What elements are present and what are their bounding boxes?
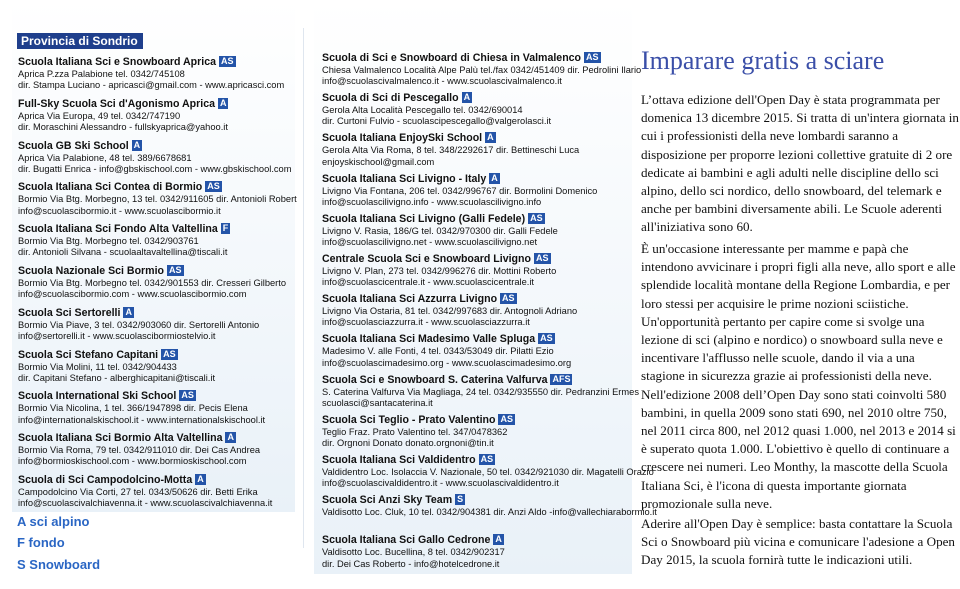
school-detail-line: info@scuolascicentrale.it - www.scuolascicentrale.it: [322, 277, 534, 288]
school-detail-line: info@scuolascilivigno.net - www.scuolascilivigno.net: [322, 237, 538, 247]
article-paragraph-1: L’ottava edizione dell'Open Day è stata programmata per domenica 13 dicembre 2015. Si tratta di un'intera giornata in cui i professionisti della neve lombardi saranno a disposizione per proporre lezioni collettive gratuite di 2 ore dedicate ai bambini e agli adulti nelle discipline dello sci alpino, dello sci nordico, dello snowboard, del telemark e anche per bambini diversamente abili. Le Scuole aderenti all'iniziativa sono 60.: [641, 92, 959, 235]
school-detail-line: Gerola Alta Via Roma, 8 tel. 348/2292617 dir. Bettineschi Luca: [322, 145, 580, 156]
school-entry: [322, 132, 579, 167]
school-name-text: Scuola International Ski School: [18, 390, 177, 403]
discipline-badge: AS: [221, 56, 234, 66]
school-name-text: Scuola Italiana Sci Valdidentro: [322, 454, 476, 466]
school-name-text: Scuola Italiana Sci Livigno (Galli Fedele): [322, 212, 526, 225]
school-detail-line: Campodolcino Via Corti, 27 tel. 0343/50626 dir. Betti Erika: [18, 487, 258, 497]
discipline-badge: AS: [207, 181, 220, 192]
school-name-text: Scuola Sci Anzi Sky Team: [322, 494, 453, 507]
school-detail-line: Bormio Via Piave, 3 tel. 0342/903060 dir. Sertorelli Antonio: [18, 319, 260, 330]
school-name: [18, 432, 260, 445]
discipline-badge: AS: [530, 212, 543, 223]
discipline-badge: AS: [502, 293, 515, 304]
school-detail-line: Livigno V. Plan, 273 tel. 0342/996276 dir. Mottini Roberto: [322, 266, 557, 276]
school-detail-line: Bormio Via Btg. Morbegno tel. 0342/903761: [18, 236, 199, 247]
school-detail-line: dir. Capitani Stefano - alberghicapitani@tiscali.it: [18, 372, 216, 383]
school-name-text: Scuola Italiana Sci e Snowboard Aprica: [18, 56, 217, 68]
school-entry: [322, 293, 577, 328]
school-name-text: Full-Sky Scuola Sci d'Agonismo Aprica: [18, 97, 215, 110]
school-name: [322, 213, 558, 226]
legend-fondo: F fondo: [17, 535, 65, 550]
school-name: [18, 56, 284, 69]
school-detail-line: Valdisotto Loc. Cluk, 10 tel. 0342/904381 dir. Anzi Aldo -info@vallechiarabormio.it: [322, 507, 657, 518]
province-header: Provincia di Sondrio: [17, 33, 143, 49]
school-name-text: Scuola Italiana Sci Livigno - Italy: [322, 172, 487, 185]
school-name: [322, 374, 639, 387]
discipline-badge: F: [222, 223, 229, 234]
school-detail-line: info@scuolascibormio.it - www.scuolascibormio.it: [18, 205, 221, 216]
school-name: [322, 52, 641, 65]
school-name: [18, 98, 228, 111]
school-detail-line: Aprica Via Palabione, 48 tel. 389/6678681: [18, 152, 192, 163]
school-detail-line: Livigno V. Rasia, 186/G tel. 0342/970300 dir. Galli Fedele: [322, 225, 558, 236]
school-detail-line: Aprica P.zza Palabione tel. 0342/745108: [18, 69, 185, 79]
school-name-text: Scuola Italiana Sci Bormio Alta Valtellina: [18, 432, 223, 445]
discipline-badge: S: [457, 494, 464, 505]
school-detail-line: Bormio Via Roma, 79 tel. 0342/911010 dir. Dei Cas Andrea: [18, 445, 261, 456]
school-entry: [18, 56, 284, 91]
school-name: [322, 534, 505, 547]
discipline-badge: A: [463, 92, 471, 103]
discipline-badge: A: [227, 432, 234, 443]
school-name-text: Scuola Sci Stefano Capitani: [18, 348, 159, 361]
discipline-badge: AS: [163, 348, 176, 359]
school-entry: [18, 432, 260, 467]
discipline-badge: AS: [535, 253, 549, 263]
school-name-text: Scuola di Sci Campodolcino-Motta: [18, 474, 193, 486]
discipline-badge: AS: [181, 390, 194, 401]
school-name: [18, 223, 230, 236]
school-detail-line: info@scuolascivalmalenco.it - www.scuolascivalmalenco.it: [322, 76, 562, 87]
school-detail-line: Aprica Via Europa, 49 tel. 0342/747190: [18, 110, 181, 121]
school-detail-line: Bormio Via Nicolina, 1 tel. 366/1947898 dir. Pecis Elena: [18, 403, 248, 414]
school-entry: [322, 454, 654, 489]
school-detail-line: S. Caterina Valfurva Via Magliaga, 24 tel. 0342/935550 dir. Pedranzini Ermes: [322, 386, 639, 397]
school-entry: [322, 92, 551, 127]
discipline-badge: AS: [540, 333, 553, 344]
school-detail-line: dir. Bugatti Enrica - info@gbskischool.com - www.gbskischool.com: [18, 163, 292, 174]
discipline-badge: AFS: [552, 373, 571, 384]
discipline-badge: A: [125, 306, 132, 317]
school-entry: [322, 173, 597, 208]
discipline-badge: AS: [480, 454, 494, 464]
school-name-text: Scuola Italiana Sci Madesimo Valle Spluga: [322, 333, 536, 346]
school-name: [322, 253, 556, 266]
school-name: [322, 132, 579, 145]
school-detail-line: info@scuolasciazzurra.it - www.scuolasciazzurra.it: [322, 317, 530, 328]
school-name-text: Scuola Nazionale Sci Bormio: [18, 265, 164, 277]
school-detail-line: Bormio Via Molini, 11 tel. 0342/904433: [18, 361, 177, 372]
school-name: [18, 349, 215, 362]
school-entry: [18, 181, 297, 216]
school-entry: [18, 307, 259, 342]
school-entry: [18, 140, 291, 175]
school-detail-line: Bormio Via Btg. Morbegno tel. 0342/901553 dir. Cresseri Gilberto: [18, 278, 287, 288]
school-name-text: Scuola GB Ski School: [18, 139, 129, 152]
school-detail-line: info@internationalskischool.it - www.internationalskischool.it: [18, 414, 266, 425]
column-divider: [303, 28, 304, 548]
school-name: [18, 181, 297, 194]
school-name-text: Scuola Italiana Sci Fondo Alta Valtellina: [18, 223, 218, 236]
school-detail-line: Valdisotto Loc. Bucellina, 8 tel. 0342/902317: [322, 547, 505, 558]
article-title: Imparare gratis a sciare: [641, 46, 885, 75]
school-name-text: Centrale Scuola Sci e Snowboard Livigno: [322, 253, 531, 265]
school-entry: [18, 390, 265, 425]
school-detail-line: Teglio Fraz. Prato Valentino tel. 347/0478362: [322, 426, 508, 437]
school-entry: [18, 265, 286, 300]
discipline-badge: A: [133, 139, 141, 150]
discipline-badge: A: [219, 97, 227, 108]
school-name: [322, 333, 571, 346]
school-entry: [18, 98, 228, 133]
school-name-text: Scuola Sci e Snowboard S. Caterina Valfurva: [322, 373, 548, 386]
school-name: [18, 140, 291, 153]
school-detail-line: info@scuolascibormio.com - www.scuolascibormio.com: [18, 289, 247, 300]
legend-alpine: A sci alpino: [17, 514, 90, 529]
school-entry: [322, 333, 571, 368]
school-detail-line: Bormio Via Btg. Morbegno, 13 tel. 0342/911605 dir. Antonioli Robert: [18, 194, 297, 205]
school-entry: [18, 223, 230, 258]
discipline-badge: AS: [586, 52, 599, 62]
school-entry: [322, 253, 556, 288]
school-name-text: Scuola Italiana Sci Gallo Cedrone: [322, 534, 491, 547]
school-name: [322, 293, 577, 306]
school-name-text: Scuola Italiana Sci Azzurra Livigno: [322, 293, 498, 306]
school-entry: [18, 474, 272, 509]
school-name: [322, 92, 551, 105]
school-name: [322, 414, 515, 427]
discipline-badge: AS: [169, 265, 182, 275]
school-detail-line: info@scuolascivaldidentro.it - www.scuolascivaldidentro.it: [322, 478, 559, 489]
school-detail-line: Valdidentro Loc. Isolaccia V. Nazionale, 50 tel. 0342/921030 dir. Magatelli Orazio: [322, 467, 654, 477]
school-entry: [322, 213, 558, 248]
school-entry: [322, 52, 641, 87]
school-detail-line: Madesimo V. alle Fonti, 4 tel. 0343/53049 dir. Pilatti Ezio: [322, 346, 554, 357]
discipline-badge: A: [197, 474, 204, 484]
school-detail-line: info@scuolascilivigno.info - www.scuolascilivigno.info: [322, 196, 542, 207]
school-name: [322, 454, 654, 467]
school-name: [18, 474, 272, 487]
school-name: [322, 173, 597, 186]
discipline-badge: AS: [500, 413, 513, 424]
discipline-badge: A: [487, 132, 494, 143]
school-name-text: Scuola Sci Sertorelli: [18, 306, 121, 319]
school-name-text: Scuola Sci Teglio - Prato Valentino: [322, 413, 496, 426]
legend-snowboard: S Snowboard: [17, 557, 101, 572]
article-paragraph-2: È un'occasione interessante per mamme e papà che intendono avvicinare i propri figli alla neve, allo sport e alle splendide località montane della Regione Lombardia, e per loro stessi per acquisire le prime nozioni sciistiche. Un'opportunità pertanto per capire come si svolge una lezione di sci (alpino e nordico) o snowboard sulla neve e incentivare l'afflusso nelle scuole, dando il via a una stagione in sicurezza grazie ai professionisti della neve. Nell'edizione 2008 dell’Open Day sono stati coinvolti 580 bambini, in quella 2009 sono stati 690, nel 2010 oltre 750, nel 2011 circa 800, nel 2012 quasi 1.000, nel 2013 e 2014 si è superato quota 1.000. L'obiettivo è quello di continuare a crescere nei numeri. Leo Monthy, la mascotte della Scuola Italiana Sci, è l'icona di questa importante giornata promozionale sulla neve.: [641, 241, 956, 511]
school-name: [18, 390, 265, 403]
school-detail-line: dir. Curtoni Fulvio - scuolascipescegallo@valgerolasci.it: [322, 116, 552, 127]
school-detail-line: dir. Orgnoni Donato donato.orgnoni@tin.it: [322, 438, 494, 448]
school-name: [18, 265, 286, 278]
school-detail-line: enjoyskischool@gmail.com: [322, 156, 435, 167]
article-paragraph-3: Aderire all'Open Day è semplice: basta contattare la Scuola Sci o Snowboard più vicina e comunicare l'adesione a Open Day 2015, la scuola fornirà tutte le indicazioni utili.: [641, 516, 955, 568]
school-name: [18, 307, 259, 320]
school-name-text: Scuola di Sci e Snowboard di Chiesa in Valmalenco: [322, 52, 582, 64]
school-name: [322, 494, 657, 507]
school-detail-line: dir. Dei Cas Roberto - info@hotelcedrone.it: [322, 558, 500, 569]
school-entry: [322, 414, 515, 449]
school-detail-line: dir. Antonioli Silvana - scuolaaltavaltellina@tiscali.it: [18, 247, 228, 258]
school-detail-line: dir. Moraschini Alessandro - fullskyaprica@yahoo.it: [18, 122, 228, 132]
school-entry: [18, 349, 215, 384]
school-detail-line: scuolasci@santacaterina.it: [322, 397, 433, 408]
school-detail-line: dir. Stampa Luciano - apricasci@gmail.com - www.apricasci.com: [18, 80, 285, 91]
school-name-text: Scuola Italiana Sci Contea di Bormio: [18, 181, 203, 194]
school-detail-line: Chiesa Valmalenco Località Alpe Palù tel./fax 0342/451409 dir. Pedrolini Ilario: [322, 65, 642, 75]
school-detail-line: info@scuolascivalchiavenna.it - www.scuolascivalchiavenna.it: [18, 498, 273, 509]
school-detail-line: Livigno Via Fontana, 206 tel. 0342/996767 dir. Bormolini Domenico: [322, 185, 598, 196]
discipline-badge: A: [495, 534, 502, 545]
school-detail-line: Livigno Via Ostaria, 81 tel. 0342/997683 dir. Antognoli Adriano: [322, 306, 578, 317]
school-detail-line: info@scuolascimadesimo.org - www.scuolascimadesimo.org: [322, 357, 572, 368]
school-entry: [322, 374, 639, 409]
school-entry: [322, 494, 657, 518]
school-entry: [322, 534, 505, 569]
school-detail-line: info@bormioskischool.com - www.bormioskischool.com: [18, 456, 247, 467]
school-name-text: Scuola Italiana EnjoySki School: [322, 132, 483, 145]
discipline-badge: A: [491, 172, 498, 183]
school-detail-line: info@sertorelli.it - www.scuolascibormiostelvio.it: [18, 331, 216, 341]
school-detail-line: Gerola Alta Località Pescegallo tel. 0342/690014: [322, 105, 523, 116]
school-name-text: Scuola di Sci di Pescegallo: [322, 92, 459, 105]
